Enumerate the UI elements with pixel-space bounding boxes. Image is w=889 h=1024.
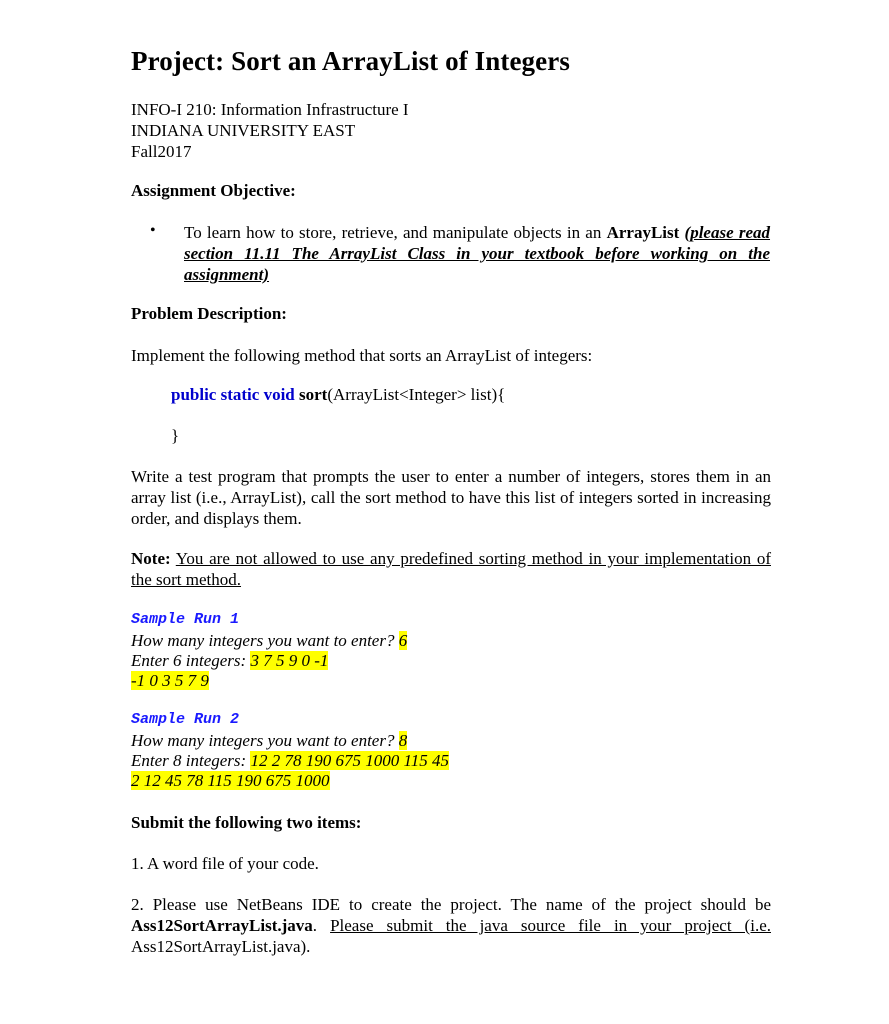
sample-run-2-output-line [131, 771, 330, 791]
objective-text: To learn how to store, retrieve, and manipulate objects in an [184, 223, 602, 242]
sample-run-2-input-2: 12 2 78 190 675 1000 115 45 [250, 751, 449, 770]
submit-item-2-period: . [312, 916, 318, 935]
sample-run-2-input-1: 8 [398, 731, 408, 750]
submit-item-2-suffix: Ass12SortArrayList.java). [131, 937, 311, 956]
method-params: (ArrayList<Integer> list){ [327, 385, 506, 404]
objective-arraylist: ArrayList [606, 223, 680, 242]
submit-heading: Submit the following two items: [131, 813, 362, 832]
sample-run-2-prompt-1: How many integers you want to enter? [131, 731, 395, 750]
sample-run-2-line-1 [131, 731, 407, 751]
submit-item-2-prefix: 2. Please use NetBeans IDE to create the project. The name of the project should be [131, 895, 771, 914]
submit-item-1: 1. A word file of your code. [131, 854, 319, 873]
note-label: Note: [131, 549, 171, 568]
sample-run-2-line-2 [131, 751, 449, 771]
method-close-brace: } [171, 426, 180, 445]
method-signature [171, 385, 505, 405]
sample-run-1-output-line [131, 671, 209, 691]
problem-description: Write a test program that prompts the user to enter a number of integers, stores them in an array list (i.e., ArrayList), call the sort method to have this list of integers sorted in increasing order, and displays them. [131, 467, 771, 528]
objective-heading: Assignment Objective: [131, 181, 296, 200]
note-text: You are not allowed to use any predefined sorting method in your implementation of the sort method. [131, 549, 771, 589]
course-name: INFO-I 210: Information Infrastructure I [131, 100, 409, 119]
sample-run-1-input-1: 6 [398, 631, 408, 650]
sample-run-1-prompt-1: How many integers you want to enter? [131, 631, 395, 650]
objective-reading-note: (please read section 11.11 The ArrayList Class in your textbook before working on the assignment) [184, 223, 771, 284]
page-title: Project: Sort an ArrayList of Integers [131, 46, 570, 76]
objective-bullet-text [184, 222, 770, 285]
keyword-static: static [220, 385, 260, 404]
university-name: INDIANA UNIVERSITY EAST [131, 121, 356, 140]
sample-run-2-output: 2 12 45 78 115 190 675 1000 [131, 771, 330, 790]
sample-run-1-prompt-2: Enter 6 integers: [131, 651, 247, 670]
problem-heading: Problem Description: [131, 304, 287, 323]
problem-intro: Implement the following method that sorts an ArrayList of integers: [131, 346, 593, 365]
keyword-public: public [171, 385, 217, 404]
sample-run-1-title: Sample Run 1 [131, 611, 240, 628]
sample-run-2-title: Sample Run 2 [131, 711, 240, 728]
project-name: Ass12SortArrayList.java [131, 916, 313, 935]
sample-run-1-output: -1 0 3 5 7 9 [131, 671, 209, 690]
method-name: sort [299, 385, 328, 404]
sample-run-1-input-2: 3 7 5 9 0 -1 [250, 651, 329, 670]
bullet-dot-icon: • [150, 222, 156, 239]
sample-run-1-line-1 [131, 631, 407, 651]
keyword-void: void [263, 385, 295, 404]
term: Fall2017 [131, 142, 192, 161]
submit-item-2 [131, 894, 771, 957]
submit-item-2-instruction: Please submit the java source file in your project (i.e. [330, 916, 771, 935]
sample-run-1-line-2 [131, 651, 328, 671]
sample-run-2-prompt-2: Enter 8 integers: [131, 751, 247, 770]
note [131, 548, 771, 590]
